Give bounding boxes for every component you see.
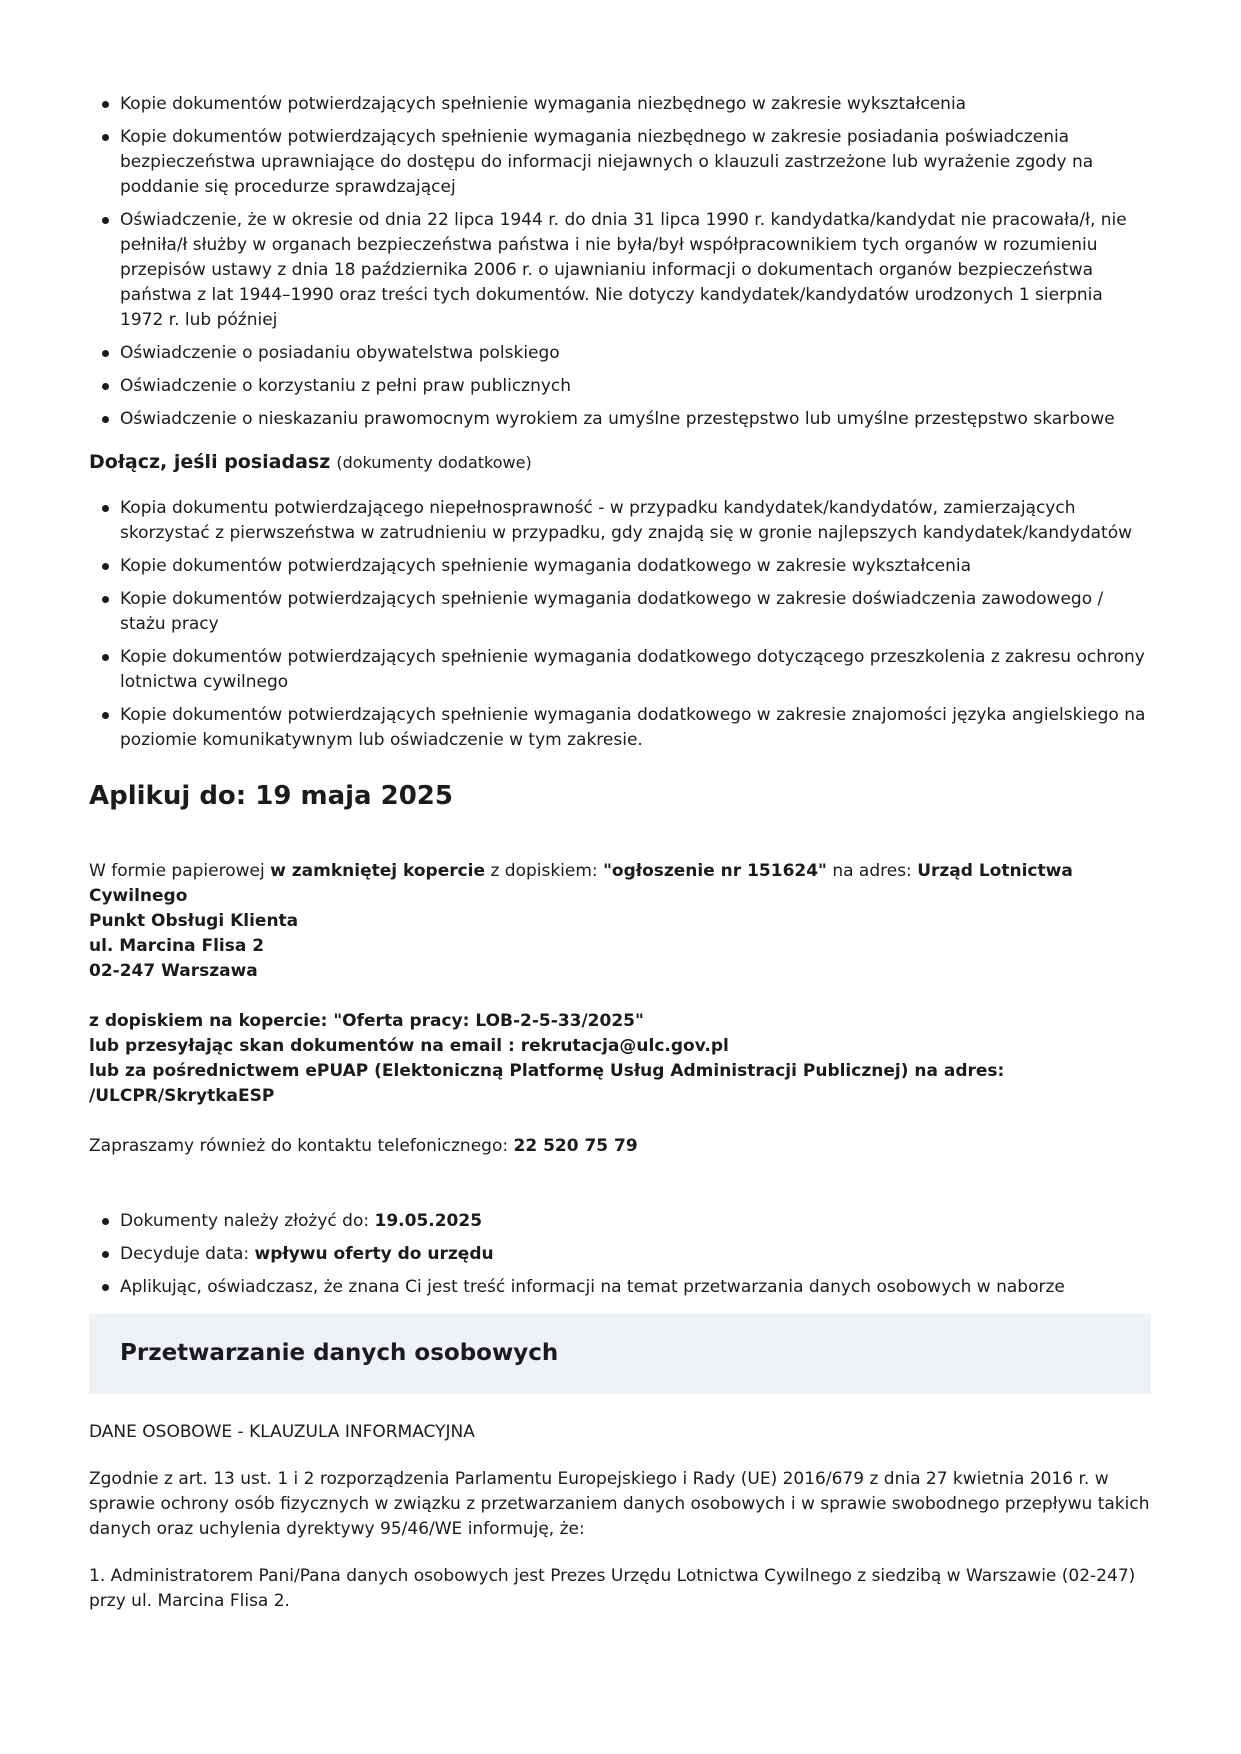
bullet-icon (102, 217, 109, 224)
list-item: Oświadczenie o nieskazaniu prawomocnym wyrokiem za umyślne przestępstwo lub umyślne przestępstwo skarbowe (89, 407, 1151, 432)
optional-docs-list (89, 496, 1151, 753)
list-item: Kopie dokumentów potwierdzających spełnienie wymagania dodatkowego w zakresie wykształcenia (89, 554, 1151, 579)
address-line: 02-247 Warszawa (89, 961, 258, 981)
bullet-icon (102, 563, 109, 570)
bullet-icon (102, 101, 109, 108)
list-item: Dokumenty należy złożyć do: 19.05.2025 (89, 1209, 1151, 1234)
apply-deadline-heading: Aplikuj do: 19 maja 2025 (89, 781, 453, 811)
bullet-icon (102, 654, 109, 661)
list-item: Oświadczenie o korzystaniu z pełni praw publicznych (89, 374, 1151, 399)
epuap-note: lub za pośrednictwem ePUAP (Elektoniczną Platformę Usług Administracji Publicznej) na adres: /ULCPR/SkrytkaESP (89, 1061, 1005, 1106)
bullet-icon (102, 505, 109, 512)
list-item: Oświadczenie o posiadaniu obywatelstwa polskiego (89, 341, 1151, 366)
list-item: Kopie dokumentów potwierdzających spełnienie wymagania dodatkowego dotyczącego przeszkolenia z zakresu ochrony lotnictwa cywilnego (89, 645, 1151, 695)
required-docs-list (89, 92, 1151, 432)
bullet-icon (102, 134, 109, 141)
bullet-icon (102, 596, 109, 603)
list-item: Aplikując, oświadczasz, że znana Ci jest treść informacji na temat przetwarzania danych osobowych w naborze (89, 1275, 1151, 1300)
bullet-icon (102, 1284, 109, 1291)
document-page (89, 92, 1151, 1614)
bullet-icon (102, 1218, 109, 1225)
deadline-list (89, 1209, 1151, 1300)
list-item: Kopie dokumentów potwierdzających spełnienie wymagania dodatkowego w zakresie doświadczenia zawodowego / stażu pracy (89, 587, 1151, 637)
privacy-heading: Przetwarzanie danych osobowych (120, 1340, 559, 1366)
bullet-icon (102, 1251, 109, 1258)
list-item: Oświadczenie, że w okresie od dnia 22 lipca 1944 r. do dnia 31 lipca 1990 r. kandydatka/kandydat nie pracowała/ł, nie pełniła/ł służby w organach bezpieczeństwa państwa i nie była/był współpracownikiem tych organów w rozumieniu przepisów ustawy z dnia 18 października 2006 r. o ujawnianiu informacji o dokumentach organów bezpieczeństwa państwa z lat 1944–1990 oraz treści tych dokumentów. Nie dotyczy kandydatek/kandydatów urodzonych 1 sierpnia 1972 r. lub później (89, 208, 1151, 333)
list-item: Kopie dokumentów potwierdzających spełnienie wymagania niezbędnego w zakresie posiadania poświadczenia bezpieczeństwa uprawniające do dostępu do informacji niejawnych o klauzuli zastrzeżone lub wyrażenie zgody na poddanie się procedurze sprawdzającej (89, 125, 1151, 200)
list-item: Kopie dokumentów potwierdzających spełnienie wymagania niezbędnego w zakresie wykształcenia (89, 92, 1151, 117)
privacy-section-header (89, 1314, 1151, 1394)
phone-contact: Zapraszamy również do kontaktu telefonicznego: 22 520 75 79 (89, 1136, 638, 1156)
envelope-note: z dopiskiem na kopercie: "Oferta pracy: LOB-2-5-33/2025" (89, 1011, 644, 1031)
application-intro: W formie papierowej w zamkniętej kopercie z dopiskiem: "ogłoszenie nr 151624" na adres: Urząd Lotnictwa Cywilnego (89, 861, 1073, 906)
list-item: Decyduje data: wpływu oferty do urzędu (89, 1242, 1151, 1267)
privacy-paragraph: 1. Administratorem Pani/Pana danych osobowych jest Prezes Urzędu Lotnictwa Cywilnego z siedzibą w Warszawie (02-247) przy ul. Marcina Flisa 2. (89, 1566, 1136, 1611)
application-instructions (89, 859, 1151, 1159)
optional-docs-heading: Dołącz, jeśli posiadasz (dokumenty dodatkowe) (89, 451, 532, 473)
address-line: Punkt Obsługi Klienta (89, 911, 299, 931)
privacy-paragraph: Zgodnie z art. 13 ust. 1 i 2 rozporządzenia Parlamentu Europejskiego i Rady (UE) 2016/679 z dnia 27 kwietnia 2016 r. w sprawie ochrony osób fizycznych w związku z przetwarzaniem danych osobowych i w sprawie swobodnego przepływu takich danych oraz uchylenia dyrektywy 95/46/WE informuję, że: (89, 1469, 1150, 1539)
address-line: ul. Marcina Flisa 2 (89, 936, 265, 956)
clause-title: DANE OSOBOWE - KLAUZULA INFORMACYJNA (89, 1422, 475, 1442)
privacy-content (89, 1420, 1151, 1614)
list-item: Kopia dokumentu potwierdzającego niepełnosprawność - w przypadku kandydatek/kandydatów, zamierzających skorzystać z pierwszeństwa w zatrudnieniu w przypadku, gdy znajdą się w gronie najlepszych kandydatek/kandydatów (89, 496, 1151, 546)
bullet-icon (102, 712, 109, 719)
bullet-icon (102, 416, 109, 423)
bullet-icon (102, 383, 109, 390)
email-note: lub przesyłając skan dokumentów na email : rekrutacja@ulc.gov.pl (89, 1036, 729, 1056)
bullet-icon (102, 350, 109, 357)
list-item: Kopie dokumentów potwierdzających spełnienie wymagania dodatkowego w zakresie znajomości języka angielskiego na poziomie komunikatywnym lub oświadczenie w tym zakresie. (89, 703, 1151, 753)
